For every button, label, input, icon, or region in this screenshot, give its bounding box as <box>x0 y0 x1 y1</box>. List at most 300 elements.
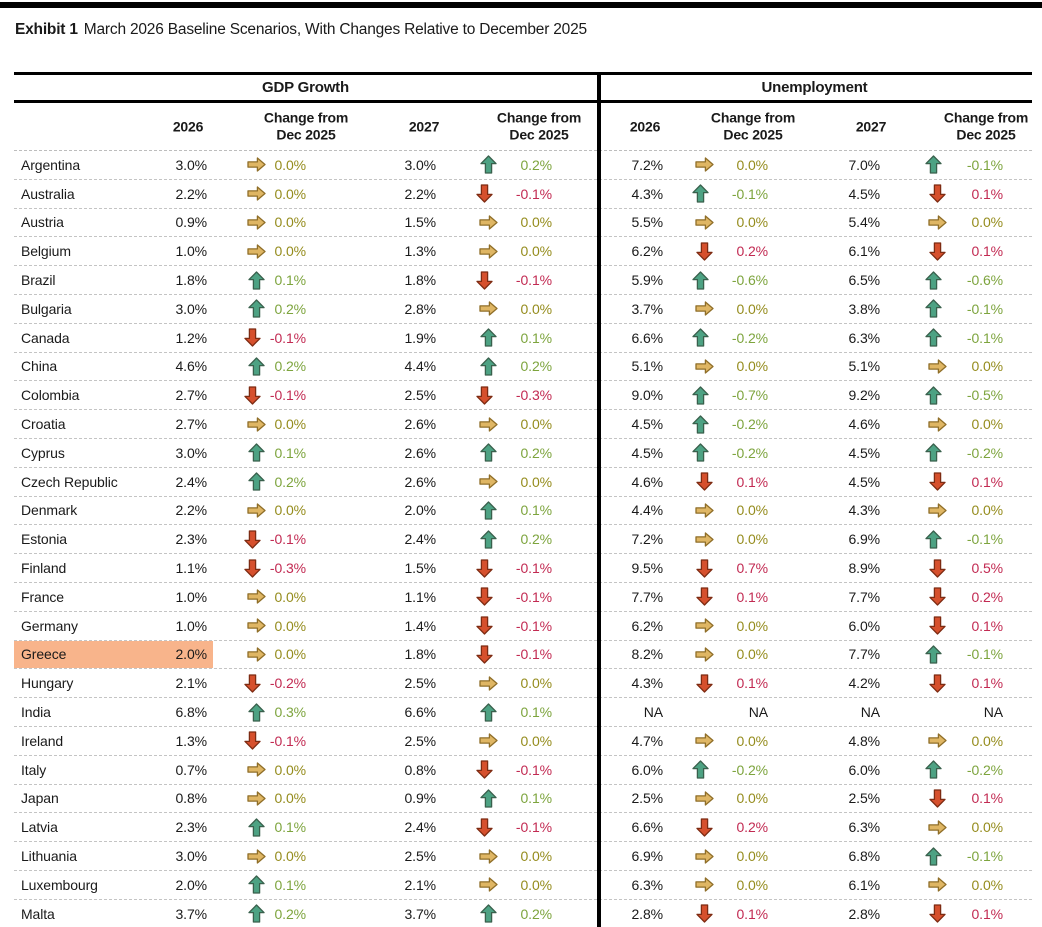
right-arrow-icon <box>479 676 498 691</box>
down-arrow-icon <box>243 731 262 750</box>
unemp-2026-value: 4.5% <box>631 444 663 461</box>
right-arrow-icon <box>928 359 947 374</box>
gdp-2027-change-cell <box>443 871 597 899</box>
up-arrow-icon <box>247 818 266 837</box>
unemp-2027-value: 4.2% <box>848 675 880 692</box>
right-arrow-icon <box>479 474 498 489</box>
country-name: Australia <box>21 185 75 202</box>
table-row <box>14 353 1032 382</box>
gdp-2026-value: 2.7% <box>175 416 207 433</box>
unemp-2026-change-cell <box>669 554 775 582</box>
gdp-2026-change-cell <box>213 612 313 640</box>
table-row <box>14 698 1032 727</box>
right-arrow-icon <box>695 359 714 374</box>
col-header-gdp-change-2027: Change from Dec 2025 <box>496 109 582 143</box>
change-value: 0.0% <box>274 243 306 260</box>
up-arrow-icon <box>479 904 498 923</box>
down-arrow-icon <box>695 587 714 606</box>
unemp-2026-change-cell <box>669 641 775 669</box>
gdp-2027-value: 2.6% <box>404 473 436 490</box>
change-value: 0.2% <box>971 588 1003 605</box>
gdp-2026-value: 2.0% <box>175 876 207 893</box>
up-arrow-icon <box>924 299 943 318</box>
unemp-2026-value: 7.2% <box>631 531 663 548</box>
change-value: -0.1% <box>966 531 1003 548</box>
table-body <box>14 150 1032 927</box>
gdp-2027-change-cell <box>443 497 597 525</box>
change-value: 0.0% <box>520 876 552 893</box>
change-value: 0.0% <box>274 502 306 519</box>
gdp-2026-value: 1.1% <box>175 560 207 577</box>
right-arrow-icon <box>247 589 266 604</box>
unemp-2026-value: 6.9% <box>631 848 663 865</box>
change-value: -0.3% <box>515 387 552 404</box>
unemp-2027-value: 2.8% <box>848 905 880 922</box>
section-divider <box>597 72 601 927</box>
unemp-2027-value: 4.5% <box>848 473 880 490</box>
up-arrow-icon <box>247 443 266 462</box>
right-arrow-icon <box>695 647 714 662</box>
gdp-2027-change-cell <box>443 842 597 870</box>
change-value: 0.0% <box>971 358 1003 375</box>
unemp-2027-value: 5.4% <box>848 214 880 231</box>
change-value: NA <box>983 704 1003 721</box>
table-row <box>14 439 1032 468</box>
gdp-2026-value: 3.7% <box>175 905 207 922</box>
right-arrow-icon <box>695 877 714 892</box>
change-value: 0.2% <box>274 358 306 375</box>
gdp-2027-value: 2.6% <box>404 416 436 433</box>
unemp-2027-change-cell <box>886 439 1032 467</box>
change-value: 0.2% <box>274 473 306 490</box>
change-value: 0.0% <box>520 300 552 317</box>
gdp-2027-value: 1.8% <box>404 272 436 289</box>
down-arrow-icon <box>695 674 714 693</box>
unemp-2026-change-cell <box>669 612 775 640</box>
country-name: Bulgaria <box>21 300 72 317</box>
unemp-2027-value: 7.7% <box>848 588 880 605</box>
right-arrow-icon <box>695 618 714 633</box>
unemp-2027-value: 6.0% <box>848 617 880 634</box>
up-arrow-icon <box>924 386 943 405</box>
gdp-2026-change-cell <box>213 727 313 755</box>
up-arrow-icon <box>479 789 498 808</box>
change-value: 0.1% <box>971 473 1003 490</box>
right-arrow-icon <box>695 215 714 230</box>
change-value: 0.0% <box>520 243 552 260</box>
down-arrow-icon <box>695 559 714 578</box>
country-name: Croatia <box>21 416 66 433</box>
unemp-2027-value: 3.8% <box>848 300 880 317</box>
gdp-2026-change-cell <box>213 324 313 352</box>
change-value: 0.0% <box>520 473 552 490</box>
gdp-2026-value: 3.0% <box>175 444 207 461</box>
country-name: France <box>21 588 64 605</box>
change-value: 0.0% <box>971 876 1003 893</box>
unemp-2027-change-cell <box>886 612 1032 640</box>
country-name: Finland <box>21 560 67 577</box>
unemp-2026-value: 2.5% <box>631 790 663 807</box>
up-arrow-icon <box>479 501 498 520</box>
country-name: Latvia <box>21 819 58 836</box>
change-value: -0.1% <box>515 272 552 289</box>
unemp-2026-value: 2.8% <box>631 905 663 922</box>
gdp-2026-change-cell <box>213 756 313 784</box>
change-value: 0.0% <box>520 848 552 865</box>
gdp-2026-change-cell <box>213 641 313 669</box>
unemp-2026-value: 6.3% <box>631 876 663 893</box>
right-arrow-icon <box>928 820 947 835</box>
unemp-2026-value: 6.6% <box>631 329 663 346</box>
exhibit-title-text: March 2026 Baseline Scenarios, With Changes Relative to December 2025 <box>83 21 587 38</box>
country-name: Hungary <box>21 675 74 692</box>
gdp-2027-value: 2.8% <box>404 300 436 317</box>
country-name: Germany <box>21 617 78 634</box>
gdp-2027-value: 4.4% <box>404 358 436 375</box>
unemp-2027-change-cell <box>886 180 1032 208</box>
down-arrow-icon <box>928 674 947 693</box>
country-name: Denmark <box>21 502 78 519</box>
gdp-2026-value: 0.9% <box>175 214 207 231</box>
down-arrow-icon <box>928 184 947 203</box>
unemp-2026-change-cell <box>669 698 775 726</box>
unemp-2026-value: 8.2% <box>631 646 663 663</box>
unemp-2027-change-cell <box>886 583 1032 611</box>
change-value: 0.1% <box>274 444 306 461</box>
gdp-2027-change-cell <box>443 554 597 582</box>
country-name: Ireland <box>21 732 64 749</box>
gdp-2027-change-cell <box>443 813 597 841</box>
right-arrow-icon <box>928 503 947 518</box>
unemp-2026-change-cell <box>669 353 775 381</box>
exhibit-label: Exhibit 1 <box>15 21 78 38</box>
unemp-2026-value: 4.3% <box>631 185 663 202</box>
gdp-2027-change-cell <box>443 410 597 438</box>
table-row <box>14 324 1032 353</box>
unemp-2026-value: 7.2% <box>631 156 663 173</box>
right-arrow-icon <box>247 618 266 633</box>
gdp-2027-value: 1.9% <box>404 329 436 346</box>
change-value: 0.2% <box>520 531 552 548</box>
up-arrow-icon <box>479 328 498 347</box>
unemp-2027-value: 7.7% <box>848 646 880 663</box>
table-row <box>14 237 1032 266</box>
gdp-2027-change-cell <box>443 151 597 179</box>
up-arrow-icon <box>924 530 943 549</box>
down-arrow-icon <box>475 271 494 290</box>
unemp-2027-change-cell <box>886 669 1032 697</box>
gdp-2027-change-cell <box>443 468 597 496</box>
top-rule <box>0 2 1042 8</box>
right-arrow-icon <box>247 186 266 201</box>
right-arrow-icon <box>479 849 498 864</box>
gdp-2027-change-cell <box>443 785 597 813</box>
gdp-2027-value: 1.1% <box>404 588 436 605</box>
unemp-2026-change-cell <box>669 842 775 870</box>
gdp-2027-change-cell <box>443 237 597 265</box>
up-arrow-icon <box>247 271 266 290</box>
up-arrow-icon <box>479 443 498 462</box>
unemp-2026-change-cell <box>669 237 775 265</box>
table-row <box>14 525 1032 554</box>
gdp-2027-value: 6.6% <box>404 704 436 721</box>
gdp-2026-value: 3.0% <box>175 156 207 173</box>
gdp-2026-value: 3.0% <box>175 848 207 865</box>
table-row <box>14 266 1032 295</box>
col-header-unemp-2026: 2026 <box>629 117 661 134</box>
table-row <box>14 583 1032 612</box>
gdp-2026-change-cell <box>213 785 313 813</box>
change-value: 0.0% <box>971 732 1003 749</box>
gdp-2027-value: 3.7% <box>404 905 436 922</box>
gdp-2027-change-cell <box>443 209 597 237</box>
gdp-2027-value: 0.9% <box>404 790 436 807</box>
gdp-2026-change-cell <box>213 583 313 611</box>
gdp-2027-value: 1.4% <box>404 617 436 634</box>
country-name: Colombia <box>21 387 80 404</box>
unemp-2026-change-cell <box>669 871 775 899</box>
up-arrow-icon <box>247 299 266 318</box>
table-row <box>14 900 1032 927</box>
gdp-2026-value: 2.3% <box>175 819 207 836</box>
change-value: NA <box>748 704 768 721</box>
change-value: 0.0% <box>520 732 552 749</box>
unemp-2027-change-cell <box>886 813 1032 841</box>
table-row <box>14 727 1032 756</box>
gdp-2026-value: 2.7% <box>175 387 207 404</box>
col-header-gdp-change-2026: Change from Dec 2025 <box>263 109 349 143</box>
gdp-2026-change-cell <box>213 151 313 179</box>
gdp-2027-change-cell <box>443 525 597 553</box>
unemp-2027-change-cell <box>886 497 1032 525</box>
unemp-2027-change-cell <box>886 871 1032 899</box>
gdp-2027-value: 2.5% <box>404 848 436 865</box>
change-value: -0.6% <box>731 272 768 289</box>
right-arrow-icon <box>247 849 266 864</box>
change-value: 0.0% <box>736 531 768 548</box>
unemp-2026-value: 4.6% <box>631 473 663 490</box>
gdp-2026-change-cell <box>213 209 313 237</box>
gdp-2026-change-cell <box>213 813 313 841</box>
gdp-2027-value: 2.1% <box>404 876 436 893</box>
country-name: Luxembourg <box>21 876 98 893</box>
unemp-2027-change-cell <box>886 410 1032 438</box>
up-arrow-icon <box>691 443 710 462</box>
gdp-2026-value: 1.8% <box>175 272 207 289</box>
unemp-2026-change-cell <box>669 727 775 755</box>
change-value: 0.1% <box>520 704 552 721</box>
col-header-unemp-change-2026: Change from Dec 2025 <box>710 109 796 143</box>
table-row <box>14 209 1032 238</box>
unemp-2026-change-cell <box>669 813 775 841</box>
change-value: 0.0% <box>274 790 306 807</box>
unemp-2026-value: 4.7% <box>631 732 663 749</box>
table-row <box>14 813 1032 842</box>
gdp-2027-value: 2.5% <box>404 387 436 404</box>
unemp-2027-value: 6.8% <box>848 848 880 865</box>
country-name: Malta <box>21 905 55 922</box>
up-arrow-icon <box>247 703 266 722</box>
gdp-2027-value: 2.2% <box>404 185 436 202</box>
change-value: -0.5% <box>966 387 1003 404</box>
country-name: Austria <box>21 214 64 231</box>
right-arrow-icon <box>695 532 714 547</box>
unemp-2026-change-cell <box>669 151 775 179</box>
right-arrow-icon <box>928 877 947 892</box>
change-value: -0.1% <box>966 300 1003 317</box>
change-value: 0.1% <box>274 876 306 893</box>
up-arrow-icon <box>691 328 710 347</box>
table-row <box>14 842 1032 871</box>
change-value: 0.0% <box>736 732 768 749</box>
right-arrow-icon <box>247 215 266 230</box>
change-value: 0.0% <box>971 502 1003 519</box>
table-row <box>14 151 1032 180</box>
change-value: -0.2% <box>731 444 768 461</box>
unemp-2026-change-cell <box>669 439 775 467</box>
unemp-2027-value: 6.0% <box>848 761 880 778</box>
gdp-2027-value: 2.6% <box>404 444 436 461</box>
change-value: 0.1% <box>736 675 768 692</box>
unemp-2027-change-cell <box>886 900 1032 927</box>
unemp-2027-change-cell <box>886 237 1032 265</box>
up-arrow-icon <box>247 357 266 376</box>
up-arrow-icon <box>691 760 710 779</box>
gdp-2027-value: 2.4% <box>404 531 436 548</box>
country-name: Cyprus <box>21 444 65 461</box>
right-arrow-icon <box>479 215 498 230</box>
right-arrow-icon <box>247 503 266 518</box>
table-row <box>14 180 1032 209</box>
change-value: -0.1% <box>515 560 552 577</box>
unemp-2027-change-cell <box>886 554 1032 582</box>
gdp-2027-value: 0.8% <box>404 761 436 778</box>
down-arrow-icon <box>243 328 262 347</box>
gdp-2026-change-cell <box>213 266 313 294</box>
up-arrow-icon <box>247 472 266 491</box>
up-arrow-icon <box>691 271 710 290</box>
change-value: -0.1% <box>731 185 768 202</box>
right-arrow-icon <box>479 733 498 748</box>
gdp-2027-change-cell <box>443 266 597 294</box>
unemp-2026-change-cell <box>669 324 775 352</box>
change-value: 0.0% <box>274 761 306 778</box>
change-value: -0.2% <box>731 416 768 433</box>
change-value: 0.2% <box>520 156 552 173</box>
unemp-2027-value: 6.5% <box>848 272 880 289</box>
down-arrow-icon <box>475 616 494 635</box>
gdp-2026-value: 1.0% <box>175 617 207 634</box>
up-arrow-icon <box>479 703 498 722</box>
col-header-unemp-change-2027: Change from Dec 2025 <box>943 109 1029 143</box>
up-arrow-icon <box>691 415 710 434</box>
up-arrow-icon <box>924 847 943 866</box>
down-arrow-icon <box>475 184 494 203</box>
gdp-2026-value: 2.2% <box>175 502 207 519</box>
unemp-2027-change-cell <box>886 324 1032 352</box>
gdp-2026-change-cell <box>213 842 313 870</box>
gdp-2027-change-cell <box>443 353 597 381</box>
unemp-2027-change-cell <box>886 353 1032 381</box>
change-value: -0.1% <box>269 531 306 548</box>
unemp-2026-change-cell <box>669 756 775 784</box>
gdp-2026-value: 2.1% <box>175 675 207 692</box>
country-name: Japan <box>21 790 59 807</box>
gdp-2027-value: 2.5% <box>404 675 436 692</box>
change-value: -0.2% <box>966 444 1003 461</box>
change-value: 0.1% <box>736 588 768 605</box>
country-name: Greece <box>14 641 154 669</box>
unemp-2026-change-cell <box>669 468 775 496</box>
country-name: Brazil <box>21 272 56 289</box>
right-arrow-icon <box>247 157 266 172</box>
change-value: 0.0% <box>274 156 306 173</box>
change-value: 0.0% <box>971 416 1003 433</box>
gdp-2026-value: 2.0% <box>154 641 213 669</box>
unemp-2027-value: 8.9% <box>848 560 880 577</box>
gdp-2027-change-cell <box>443 381 597 409</box>
gdp-2027-value: 1.5% <box>404 214 436 231</box>
right-arrow-icon <box>695 157 714 172</box>
unemp-2027-value: 6.9% <box>848 531 880 548</box>
unemp-2026-change-cell <box>669 669 775 697</box>
change-value: -0.1% <box>966 646 1003 663</box>
gdp-2027-change-cell <box>443 900 597 927</box>
unemp-2027-change-cell <box>886 525 1032 553</box>
unemp-2027-value: 4.8% <box>848 732 880 749</box>
change-value: 0.2% <box>736 819 768 836</box>
unemp-2027-change-cell <box>886 151 1032 179</box>
unemp-2027-change-cell <box>886 468 1032 496</box>
change-value: 0.1% <box>971 185 1003 202</box>
unemp-2027-change-cell <box>886 785 1032 813</box>
right-arrow-icon <box>695 301 714 316</box>
up-arrow-icon <box>691 386 710 405</box>
up-arrow-icon <box>247 904 266 923</box>
right-arrow-icon <box>247 762 266 777</box>
right-arrow-icon <box>479 244 498 259</box>
gdp-2026-value: 1.0% <box>175 243 207 260</box>
table-row <box>14 410 1032 439</box>
change-value: 0.0% <box>520 675 552 692</box>
down-arrow-icon <box>243 386 262 405</box>
table-row <box>14 612 1032 641</box>
down-arrow-icon <box>695 904 714 923</box>
change-value: 0.0% <box>274 617 306 634</box>
gdp-2026-value: 2.4% <box>175 473 207 490</box>
table-row <box>14 295 1032 324</box>
gdp-2026-change-cell <box>213 180 313 208</box>
down-arrow-icon <box>475 645 494 664</box>
gdp-2027-value: 2.4% <box>404 819 436 836</box>
col-header-gdp-2026: 2026 <box>172 117 204 134</box>
table-row <box>14 871 1032 900</box>
table-row <box>14 641 1032 670</box>
gdp-2027-value: 3.0% <box>404 156 436 173</box>
change-value: 0.0% <box>274 646 306 663</box>
gdp-2027-change-cell <box>443 180 597 208</box>
up-arrow-icon <box>247 875 266 894</box>
unemp-2027-change-cell <box>886 698 1032 726</box>
change-value: 0.0% <box>520 214 552 231</box>
up-arrow-icon <box>924 328 943 347</box>
up-arrow-icon <box>479 357 498 376</box>
up-arrow-icon <box>924 760 943 779</box>
change-value: -0.1% <box>269 329 306 346</box>
change-value: 0.0% <box>736 214 768 231</box>
gdp-2027-change-cell <box>443 583 597 611</box>
down-arrow-icon <box>928 616 947 635</box>
